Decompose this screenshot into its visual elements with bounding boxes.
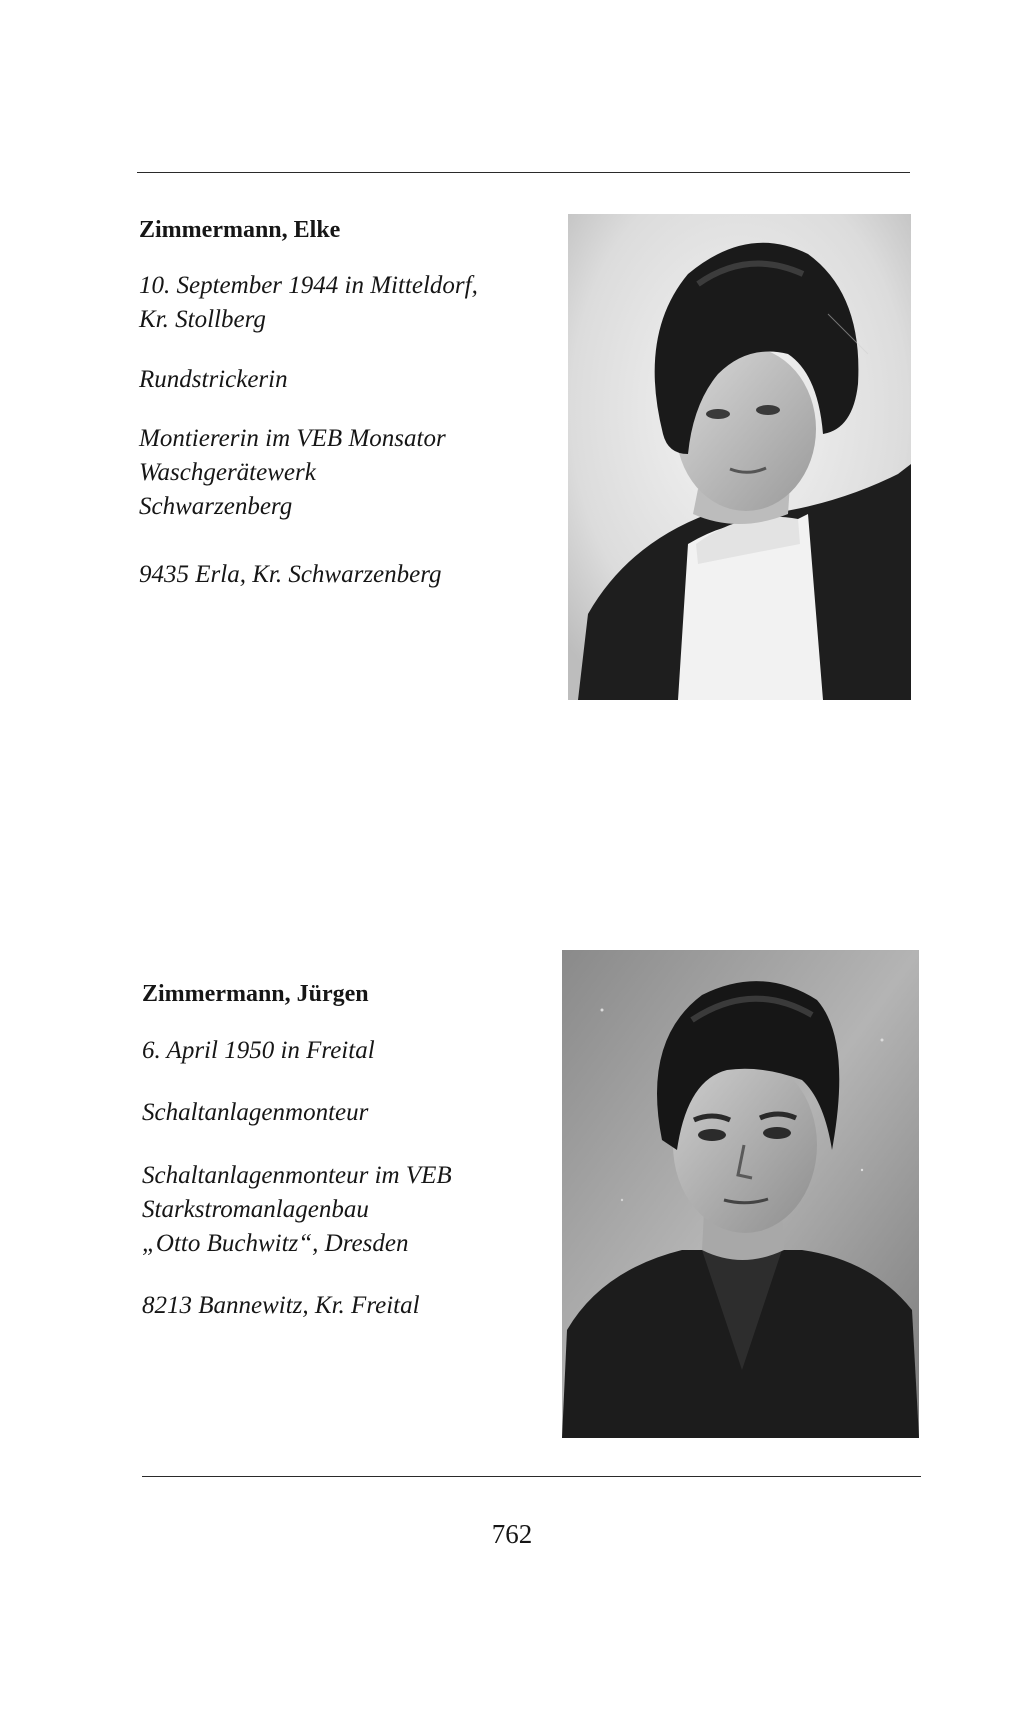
workplace-line: Starkstromanlagenbau: [142, 1196, 369, 1223]
workplace-line: Schwarzenberg: [139, 493, 293, 520]
workplace-line: Waschgerätewerk: [139, 459, 316, 486]
entry-birth: [139, 269, 559, 337]
portrait-photo-juergen: [562, 950, 919, 1438]
workplace-line: „Otto Buchwitz“, Dresden: [142, 1230, 409, 1257]
entry-juergen-zimmermann: [142, 980, 562, 1323]
birth-line: 10. September 1944 in Mitteldorf,: [139, 272, 478, 299]
entry-workplace: [142, 1159, 562, 1261]
entry-elke-zimmermann: [139, 216, 559, 592]
portrait-photo-elke: [568, 214, 911, 700]
page-number: 762: [491, 1519, 533, 1549]
top-rule: [137, 172, 910, 173]
entry-occupation: Rundstrickerin: [139, 366, 288, 393]
portrait-image: [568, 214, 911, 700]
entry-name: Zimmermann, Elke: [139, 217, 341, 243]
workplace-line: Schaltanlagenmonteur im VEB: [142, 1162, 452, 1189]
entry-birth: [142, 1034, 562, 1068]
entry-address: 9435 Erla, Kr. Schwarzenberg: [139, 561, 442, 588]
entry-address: 8213 Bannewitz, Kr. Freital: [142, 1292, 420, 1319]
birth-line: 6. April 1950 in Freital: [142, 1037, 375, 1064]
bottom-rule: [142, 1476, 921, 1477]
workplace-line: Montiererin im VEB Monsator: [139, 425, 446, 452]
entry-workplace: [139, 422, 559, 524]
portrait-image: [562, 950, 919, 1438]
entry-occupation: Schaltanlagenmonteur: [142, 1099, 369, 1126]
entry-name: Zimmermann, Jürgen: [142, 981, 369, 1007]
birth-line: Kr. Stollberg: [139, 306, 266, 333]
